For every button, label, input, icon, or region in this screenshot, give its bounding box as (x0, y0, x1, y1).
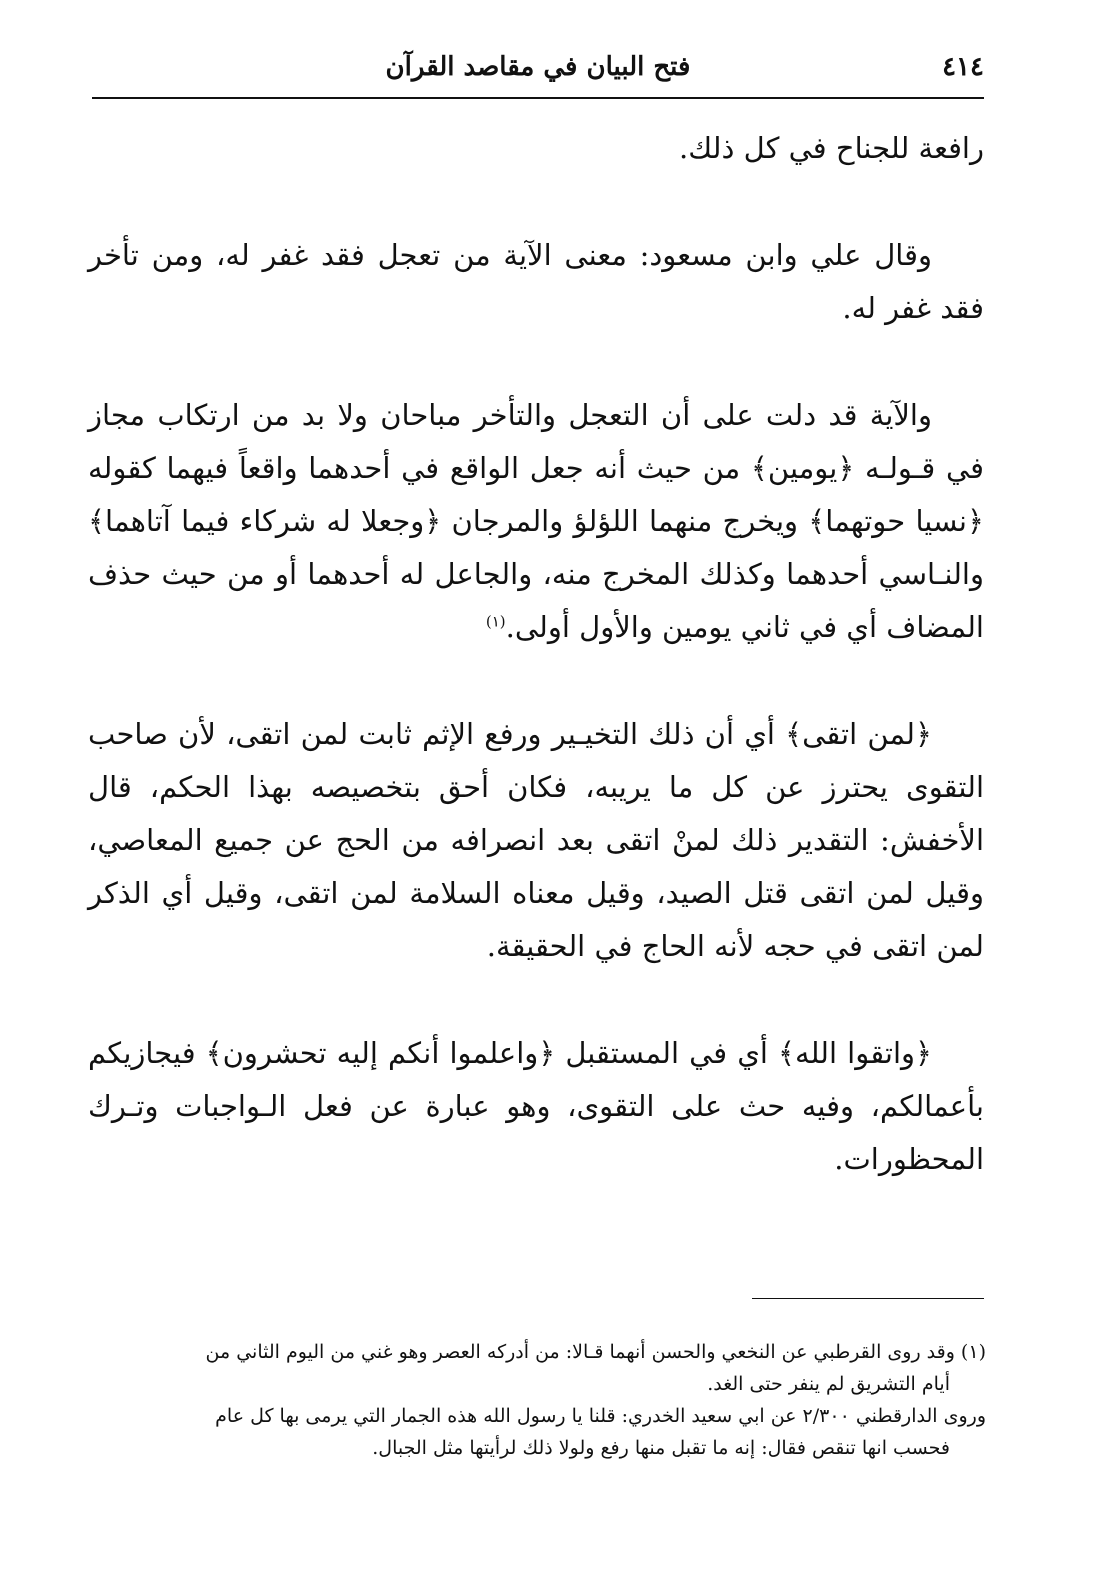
paragraph-text: رافعة للجناح في كل ذلك. (678, 131, 984, 165)
footnote-divider (752, 1298, 984, 1299)
main-text (88, 122, 984, 1240)
paragraph-text: ﴿واتقوا الله﴾ أي في المستقبل ﴿واعلموا أنكم إليه تحشرون﴾ فيجازيكم بأعمالكم، وفيه حث على التقوى، وهو عبارة عن فعل الـواجبات وتـرك المحظورات. (88, 1036, 984, 1176)
paragraph-1 (88, 122, 984, 175)
paragraph-5 (88, 1027, 984, 1186)
paragraph-3 (88, 389, 984, 654)
footnote-1-line: (١) وقد روى القرطبي عن النخعي والحسن أنهما قـالا: من أدركه العصر وهو غني من اليوم الثاني من (205, 1341, 986, 1363)
paragraph-text: والآية قد دلت على أن التعجل والتأخر مباحان ولا بد من ارتكاب مجاز في قـولـه ﴿يومين﴾ من حيث أنه جعل الواقع في أحدهما واقعاً فيهما كقوله ﴿نسيا حوتهما﴾ ويخرج منهما اللؤلؤ والمرجان ﴿وجعلا له شركاء فيما آتاهما﴾ والنـاسي أحدهما وكذلك المخرج منه، والجاعل له أحدهما أو من حيث حذف المضاف أي في ثاني يومين والأول أولى. (88, 398, 984, 644)
header-divider (92, 97, 984, 99)
paragraph-2 (88, 229, 984, 335)
page-number: ٤١٤ (942, 52, 984, 82)
paragraph-text: وقال علي وابن مسعود: معنى الآية من تعجل فقد غفر له، ومن تأخر فقد غفر له. (88, 238, 984, 325)
paragraph-text: ﴿لمن اتقى﴾ أي أن ذلك التخيـير ورفع الإثم ثابت لمن اتقى، لأن صاحب التقوى يحترز عن كل ما يريبه، فكان أحق بتخصيصه بهذا الحكم، قال الأخفش: التقدير ذلك لمنْ اتقى بعد انصرافه من الحج عن جميع المعاصي، وقيل لمن اتقى قتل الصيد، وقيل معناه السلامة لمن اتقى، وقيل أي الذكر لمن اتقى في حجه لأنه الحاج في الحقيقة. (88, 717, 984, 963)
paragraph-4 (88, 708, 984, 973)
footnote-2-line: وروى الدارقطني ٢/٣٠٠ عن ابي سعيد الخدري: قلنا يا رسول الله هذه الجمار التي يرمى بها كل عام (215, 1405, 986, 1427)
book-title: فتح البيان في مقاصد القرآن (385, 52, 691, 82)
running-header (92, 48, 984, 96)
footnote-1-continuation: أيام التشريق لم ينفر حتى الغد. (707, 1373, 950, 1395)
footnotes (88, 1336, 986, 1464)
footnote-reference: (١) (485, 612, 506, 631)
footnote-2-continuation: فحسب انها تنقص فقال: إنه ما تقبل منها رفع ولولا ذلك لرأيتها مثل الجبال. (372, 1437, 950, 1459)
